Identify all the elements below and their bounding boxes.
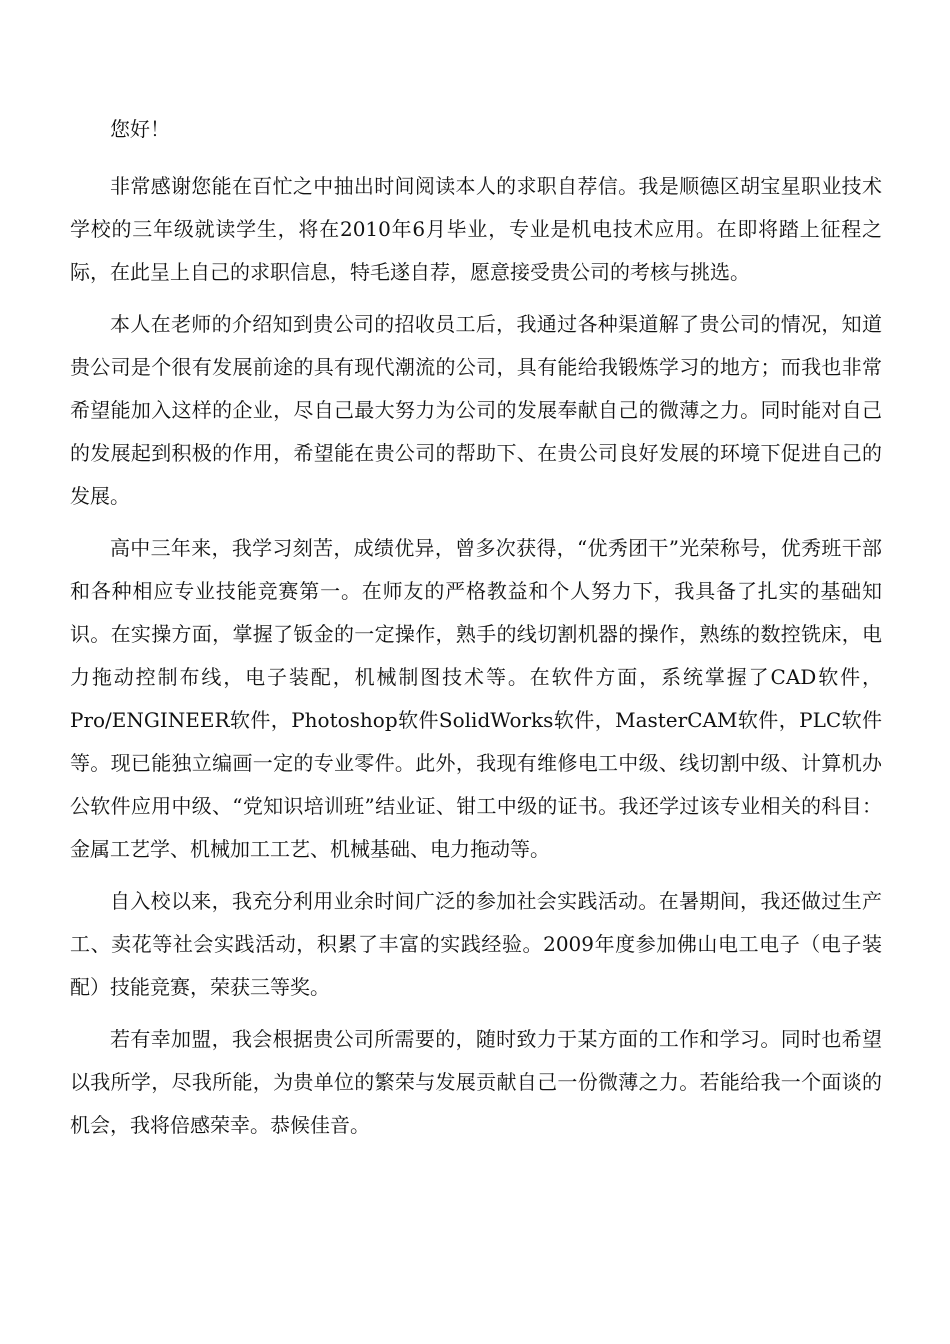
letter-paragraph-company: 本人在老师的介绍知到贵公司的招收员工后，我通过各种渠道解了贵公司的情况，知道贵公司是个很有发展前途的具有现代潮流的公司，具有能给我锻炼学习的地方；而我也非常希望能加入这样的企业，尽自己最大努力为公司的发展奉献自己的微薄之力。同时能对自己的发展起到积极的作用，希望能在贵公司的帮助下、在贵公司良好发展的环境下促进自己的发展。 bbox=[70, 312, 882, 508]
letter-paragraph-skills: 高中三年来，我学习刻苦，成绩优异，曾多次获得，“优秀团干”光荣称号，优秀班干部和各种相应专业技能竞赛第一。在师友的严格教益和个人努力下，我具备了扎实的基础知识。在实操方面，掌握了钣金的一定操作，熟手的线切割机器的操作，熟练的数控铣床，电力拖动控制布线，电子装配，机械制图技术等。在软件方面，系统掌握了CAD软件，Pro/ENGINEER软件，Photoshop软件SolidWorks软件，MasterCAM软件，PLC软件等。现已能独立编画一定的专业零件。此外，我现有维修电工中级、线切割中级、计算机办公软件应用中级、“党知识培训班”结业证、钳工中级的证书。我还学过该专业相关的科目：金属工艺学、机械加工工艺、机械基础、电力拖动等。 bbox=[70, 536, 882, 861]
letter-paragraph-practice: 自入校以来，我充分利用业余时间广泛的参加社会实践活动。在暑期间，我还做过生产工、卖花等社会实践活动，积累了丰富的实践经验。2009年度参加佛山电工电子（电子装配）技能竞赛，荣获三等奖。 bbox=[70, 889, 882, 999]
cover-letter-body bbox=[70, 108, 882, 1156]
letter-paragraph-intro: 非常感谢您能在百忙之中抽出时间阅读本人的求职自荐信。我是顺德区胡宝星职业技术学校的三年级就读学生，将在2010年6月毕业，专业是机电技术应用。在即将踏上征程之际，在此呈上自己的求职信息，特毛遂自荐，愿意接受贵公司的考核与挑选。 bbox=[70, 174, 882, 284]
letter-greeting: 您好！ bbox=[110, 117, 170, 141]
letter-paragraph-closing: 若有幸加盟，我会根据贵公司所需要的，随时致力于某方面的工作和学习。同时也希望以我所学，尽我所能，为贵单位的繁荣与发展贡献自己一份微薄之力。若能给我一个面谈的机会，我将倍感荣幸。恭候佳音。 bbox=[70, 1027, 882, 1137]
